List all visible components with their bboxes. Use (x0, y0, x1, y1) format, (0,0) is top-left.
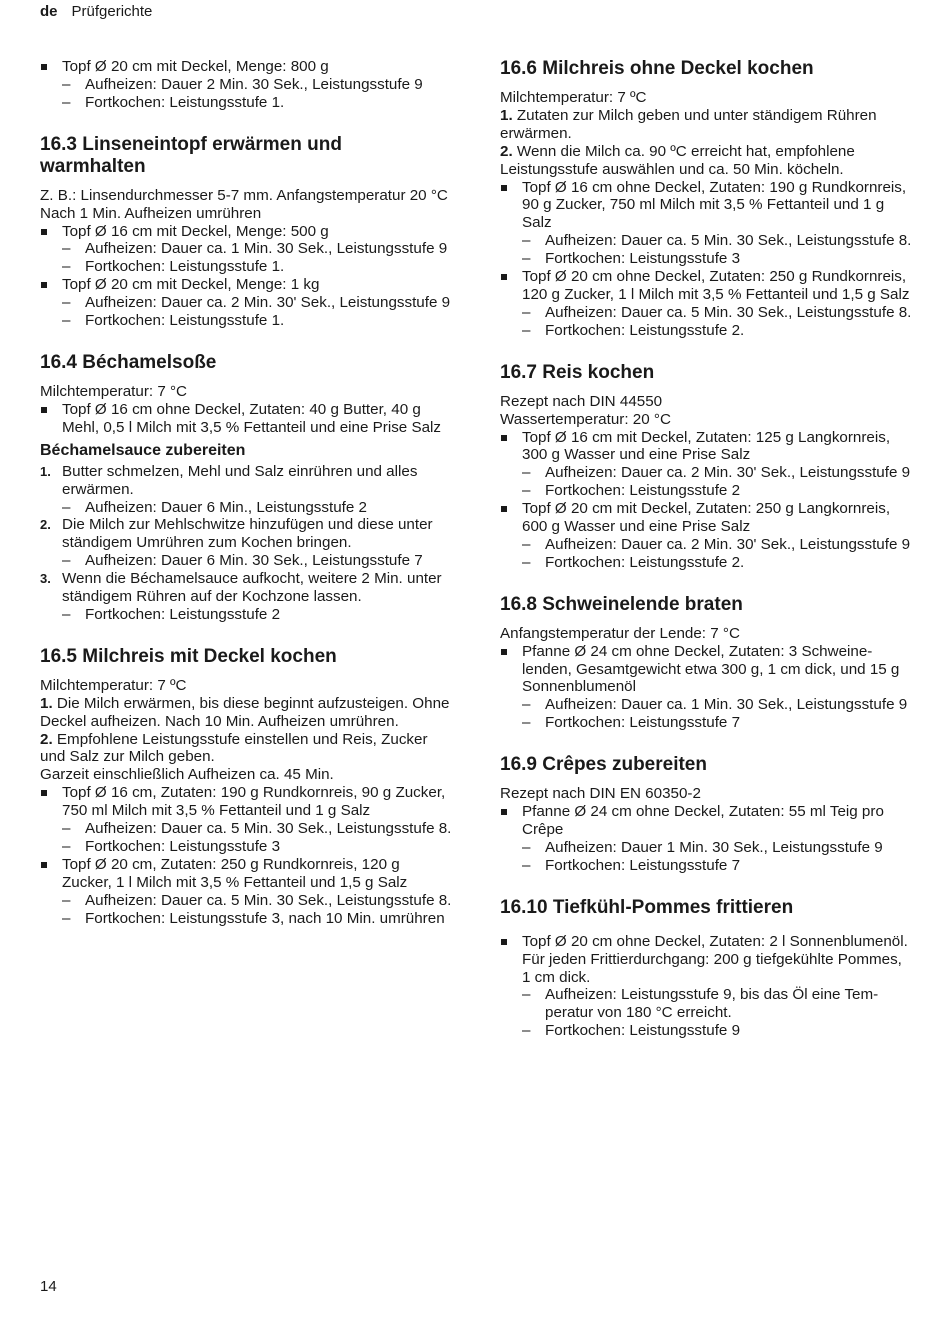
section-16-5 (40, 646, 452, 928)
paragraph: Nach 1 Min. Aufheizen umrühren (40, 204, 262, 222)
paragraph (40, 731, 452, 767)
section-title: 16.9 Crêpes zubereiten (500, 754, 707, 776)
left-column (40, 58, 452, 928)
dash-item: – Fortkochen: Leistungsstufe 2 (40, 606, 452, 624)
dash-item: – Aufheizen: Dauer ca. 2 Min. 30' Sek., Leistungsstufe 9 (40, 294, 452, 312)
bullet-item: Topf Ø 20 cm ohne Deckel, Zutaten: 2 l Sonnenblumenöl. Für jeden Frittierdurchgang: 200 g tiefgekühlte Pommes, 1 cm dick. (500, 933, 912, 987)
section-title: 16.4 Béchamelsoße (40, 351, 217, 373)
dash-item: – Fortkochen: Leistungsstufe 3, nach 10 Min. umrühren (40, 910, 452, 928)
dash-item: – Fortkochen: Leistungsstufe 2 (500, 482, 912, 500)
dash-item: – Aufheizen: Leistungsstufe 9, bis das Öl eine Temperatur von 180 °C erreicht. (500, 986, 912, 1022)
dash-item: – Aufheizen: Dauer 6 Min., Leistungsstufe 2 (40, 499, 452, 517)
dash-item: – Aufheizen: Dauer ca. 1 Min. 30 Sek., Leistungsstufe 9 (40, 240, 452, 258)
section-16-4 (40, 352, 452, 624)
bullet-item: Topf Ø 20 cm, Zutaten: 250 g Rundkornreis, 120 g Zucker, 1 l Milch mit 3,5 % Fettanteil und 1,5 g Salz (40, 856, 452, 892)
dash-item: – Aufheizen: Dauer 2 Min. 30 Sek., Leistungsstufe 9 (40, 76, 452, 94)
step-text: Wenn die Milch ca. 90 ºC erreicht hat, empfohlene Leistungsstufe auswählen und ca. 50 Min. köcheln. (500, 142, 855, 178)
numbered-step (40, 463, 452, 499)
dash-item: – Fortkochen: Leistungsstufe 2. (500, 554, 912, 572)
dash-item: – Fortkochen: Leistungsstufe 1. (40, 312, 452, 330)
paragraph (500, 107, 912, 143)
section-title: 16.5 Milchreis mit Deckel kochen (40, 645, 337, 667)
header-title: Prüfgerichte (71, 3, 153, 20)
language-label: de (40, 3, 58, 20)
paragraph: Garzeit einschließlich Aufheizen ca. 45 Min. (40, 766, 334, 784)
dash-item: – Fortkochen: Leistungsstufe 1. (40, 258, 452, 276)
section-16-7 (500, 362, 912, 572)
dash-item: – Aufheizen: Dauer ca. 5 Min. 30 Sek., Leistungsstufe 8. (500, 232, 912, 250)
step-text: Zutaten zur Milch geben und unter ständigem Rühren erwärmen. (500, 106, 877, 142)
paragraph: Rezept nach DIN 44550 (500, 392, 663, 410)
dash-item: – Aufheizen: Dauer 1 Min. 30 Sek., Leistungsstufe 9 (500, 839, 912, 857)
paragraph: Z. B.: Linsendurchmesser 5-7 mm. Anfangstemperatur 20 °C (40, 186, 448, 204)
bullet-item: Topf Ø 16 cm mit Deckel, Zutaten: 125 g Langkornreis, 300 g Wasser und eine Prise Salz (500, 429, 912, 465)
step-text: Butter schmelzen, Mehl und Salz einrühren und alles erwärmen. (62, 462, 418, 498)
dash-item: – Aufheizen: Dauer ca. 2 Min. 30' Sek., Leistungsstufe 9 (500, 536, 912, 554)
bullet-item: Topf Ø 20 cm mit Deckel, Menge: 800 g (40, 58, 452, 76)
section-16-6 (500, 58, 912, 340)
section-title: 16.3 Linseneintopf erwärmen und warmhalten (40, 133, 342, 177)
step-number: 1. (40, 694, 53, 712)
section-16-10 (500, 897, 912, 1040)
dash-item: – Fortkochen: Leistungsstufe 3 (500, 250, 912, 268)
bullet-item: Topf Ø 20 cm ohne Deckel, Zutaten: 250 g Rundkornreis, 120 g Zucker, 1 l Milch mit 3,5 % Fettanteil und 1,5 g Salz (500, 268, 912, 304)
page-number: 14 (40, 1278, 57, 1295)
step-text: Die Milch erwärmen, bis diese beginnt aufzusteigen. Ohne Deckel aufheizen. Nach 10 Min. Aufheizen umrühren. (40, 694, 450, 730)
paragraph: Anfangstemperatur der Lende: 7 °C (500, 624, 740, 642)
page-header (40, 3, 152, 21)
step-text: Empfohlene Leistungsstufe einstellen und Reis, Zucker und Salz zur Milch geben. (40, 730, 428, 766)
dash-item: – Aufheizen: Dauer ca. 1 Min. 30 Sek., Leistungsstufe 9 (500, 696, 912, 714)
dash-item: – Aufheizen: Dauer ca. 2 Min. 30' Sek., Leistungsstufe 9 (500, 464, 912, 482)
dash-item: – Aufheizen: Dauer ca. 5 Min. 30 Sek., Leistungsstufe 8. (40, 892, 452, 910)
section-16-3 (40, 134, 452, 330)
bullet-item: Topf Ø 20 cm mit Deckel, Zutaten: 250 g Langkornreis, 600 g Wasser und eine Prise Salz (500, 500, 912, 536)
right-column (500, 58, 912, 1040)
bullet-item: Pfanne Ø 24 cm ohne Deckel, Zutaten: 3 Schweinelenden, Gesamtgewicht etwa 300 g, 1 cm dick, und 15 g Sonnenblumenöl (500, 643, 912, 697)
section-title: 16.7 Reis kochen (500, 361, 655, 383)
step-text: Die Milch zur Mehlschwitze hinzufügen und diese unter ständigem Umrühren zum Kochen bringen. (62, 516, 433, 552)
step-number: 1. (40, 463, 51, 479)
section-16-8 (500, 594, 912, 732)
section-title: 16.10 Tiefkühl-Pommes frittieren (500, 896, 794, 918)
paragraph (40, 695, 452, 731)
bullet-item: Topf Ø 16 cm ohne Deckel, Zutaten: 40 g Butter, 40 g Mehl, 0,5 l Milch mit 3,5 % Fettanteil und eine Prise Salz (40, 401, 452, 437)
section-title: 16.8 Schweinelende braten (500, 593, 743, 615)
dash-item: – Aufheizen: Dauer ca. 5 Min. 30 Sek., Leistungsstufe 8. (40, 820, 452, 838)
dash-item: – Fortkochen: Leistungsstufe 1. (40, 94, 452, 112)
dash-item: – Fortkochen: Leistungsstufe 7 (500, 714, 912, 732)
bullet-item: Pfanne Ø 24 cm ohne Deckel, Zutaten: 55 ml Teig pro Crêpe (500, 803, 912, 839)
dash-item: – Fortkochen: Leistungsstufe 9 (500, 1022, 912, 1040)
paragraph: Wassertemperatur: 20 °C (500, 410, 671, 428)
step-number: 2. (500, 142, 513, 160)
dash-item: – Fortkochen: Leistungsstufe 3 (40, 838, 452, 856)
bullet-item: Topf Ø 20 cm mit Deckel, Menge: 1 kg (40, 276, 452, 294)
bullet-item: Topf Ø 16 cm ohne Deckel, Zutaten: 190 g Rundkornreis, 90 g Zucker, 750 ml Milch mit 3,5 % Fettanteil und 1 g Salz (500, 179, 912, 233)
section-16-9 (500, 754, 912, 875)
numbered-step (40, 516, 452, 552)
subsection-title: Béchamelsauce zubereiten (40, 441, 246, 459)
dash-item: – Aufheizen: Dauer 6 Min. 30 Sek., Leistungsstufe 7 (40, 552, 452, 570)
section-title: 16.6 Milchreis ohne Deckel kochen (500, 58, 814, 79)
paragraph: Milchtemperatur: 7 °C (40, 382, 188, 400)
dash-item: – Fortkochen: Leistungsstufe 2. (500, 322, 912, 340)
dash-item: – Aufheizen: Dauer ca. 5 Min. 30 Sek., Leistungsstufe 8. (500, 304, 912, 322)
step-number: 2. (40, 730, 53, 748)
paragraph: Milchtemperatur: 7 ºC (500, 89, 647, 106)
numbered-step (40, 570, 452, 606)
paragraph (500, 143, 912, 179)
section-continued (40, 58, 452, 112)
dash-item: – Fortkochen: Leistungsstufe 7 (500, 857, 912, 875)
step-number: 1. (500, 106, 513, 124)
step-text: Wenn die Béchamelsauce aufkocht, weitere 2 Min. unter ständigem Rühren auf der Kochzone lassen. (62, 570, 442, 606)
bullet-item: Topf Ø 16 cm mit Deckel, Menge: 500 g (40, 223, 452, 241)
paragraph: Milchtemperatur: 7 ºC (40, 676, 187, 694)
paragraph: Rezept nach DIN EN 60350-2 (500, 785, 701, 803)
step-number: 3. (40, 571, 51, 587)
step-number: 2. (40, 517, 51, 533)
bullet-item: Topf Ø 16 cm, Zutaten: 190 g Rundkornreis, 90 g Zucker, 750 ml Milch mit 3,5 % Fettanteil und 1 g Salz (40, 784, 452, 820)
